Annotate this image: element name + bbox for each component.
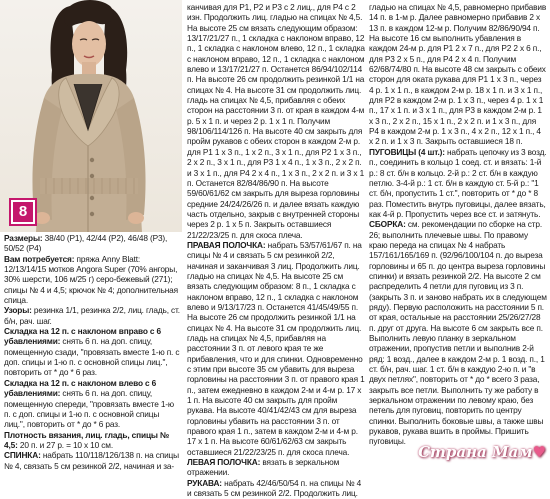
paragraph xyxy=(4,254,182,306)
pattern-number: 8 xyxy=(13,202,33,222)
section-heading: СПИНКА: xyxy=(4,450,41,461)
section-heading: Складка на 12 п. с наклоном влево с 6 убавлениями: xyxy=(4,377,157,399)
paragraph-text: набрать 53/57/61/67 п. на спицы № 4 и связать 5 см резинкой 2/2, начиная и заканчивая 3 лиц. Продолжить лиц. гладью на спицах № 4,5. На высоте 25 см вязать следующим образом: 8 п., 1 складка с наклоном вправо, 12 п., 1 складка с наклоном влево и 9/13/17/23 п. Останется 41/45/49/55 п. На высоте 26 см продолжить резинкой 1/1 на спицах № 4. На высоте 31 см продолжить лиц. гладь на спицах № 4,5, прибавляя на расстоянии 3 п. от левого края те же прибавления, что и для спинки. Одновременно с этим при высоте 35 см убавить для выреза горловины на расстоянии 3 п. от правого края 1 п., затем ежедневно в каждом 2-м и 4-м р. 17 х 1 п. На высоте 40 см закрыть для пройм рукава. На высоте 40/41/42/43 см для выреза горловины убавить на расстоянии 3 п. от правого края 1 п., затем в каждом 2-м и 4-м р. 17 х 1 п. На высоте 60/61/62/63 см закрыть оставшиеся 21/22/23/25 п. для скоса плеча. xyxy=(187,239,365,457)
paragraph-text: см. рекомендации по сборке на стр. 26; выполнить плечевые швы. По правому краю переда на спицах № 4 набрать 157/161/165/169 п. (92/96/100/104 п. до выреза горловины и 65 п. до центра выреза горловины спинки) и вязать резинкой 2/2. На высоте 2 см распределить 4 петли для пуговиц из 3 п. (закрыть 3 п. и заново набрать их в следующем ряду). Первую расположить на расстоянии 5 п. от края, остальные на расстоянии 25/26/27/28 п. друг от друга. На высоте 6 см закрыть все п. Выполнить левую планку в зеркальном отражении, пропустив петли и выполнив 2-й ряд: 1 возд., далее в каждом 2-м р. 1 возд. п., 1 ст. б/н, рач. шаг. 1 ст. б/н в каждую 2-ю п. и "в двух петлях", повторить от * до * всего 3 раза, закрыть все петли. Выполнить ту же работу в зеркальном отражении по левому краю, без петель для пуговиц, повторить по центру спинки. Выполнить боковые швы, а также швы рукавов, рукава вшить в проймы. Пришить пуговицы. xyxy=(369,219,547,447)
paragraph-text: вязать в зеркальном отражении. xyxy=(187,457,340,478)
paragraph xyxy=(4,378,182,430)
text-column-2 xyxy=(187,2,365,499)
paragraph-text: канчивая для Р1, Р2 и Р3 с 2 лиц., для Р4 с 2 изн. Продолжить лиц. гладью на спицах № 4,5. На высоте 25 см вязать следующим образом: 13/17/21/27 п., 1 складка с наклоном вправо, 12 п., 1 складка с наклоном влево, 12 п., 1 складка с наклоном вправо, 12 п., 1 складка с наклоном влево и 13/17/21/27 п. Останется 86/94/102/114 п. На высоте 26 см продолжить резинкой 1/1 на спицах № 4. На высоте 31 см продолжить лиц. гладь на спицах № 4,5, прибавляя с обеих сторон на расстоянии 3 п. от края в каждом 4-м р. 5 х 1 п. и через 2 р. 1 х 1 п. Получим 98/106/114/126 п. На высоте 40 см закрыть для пройм рукавов с обеих сторон в каждом 2-м р. для Р1 1 х 3 п., 1 х 2 п., 3 х 1 п., для Р2 1 х 3 п., 2 х 2 п., 3 х 1 п., для Р3 1 х 4 п., 1 х 3 п., 2 х 2 п. и 3 х 1 п., для Р4 2 х 4 п., 1 х 3 п., 2 х 2 п. и 3 х 1 п. Останется 82/84/86/90 п. На высоте 59/60/61/62 см закрыть для выреза горловины средние 24/24/26/26 п. и далее вязать каждую часть отдельно, закрыв с внутренней стороны через 2 р. 1 х 5 п. Закрыть оставшиеся 21/22/23/25 п. для скоса плеча. xyxy=(187,2,365,240)
section-heading: Вам потребуется: xyxy=(4,253,75,264)
paragraph xyxy=(4,305,182,326)
section-heading: ПРАВАЯ ПОЛОЧКА: xyxy=(187,239,266,250)
paragraph-text: снять 6 п. на доп. спицу, помещенную сзади, "провязать вместе 1-ю п. с доп. спицы и 1-ю п. с основной спицы лиц.", повторить от * до * 6 раз. xyxy=(4,336,180,378)
section-heading: ЛЕВАЯ ПОЛОЧКА: xyxy=(187,457,261,468)
paragraph xyxy=(187,240,365,457)
paragraph-text: набрать 110/118/126/138 п. на спицы № 4, связать 5 см резинкой 2/2, начиная и за- xyxy=(4,450,179,471)
site-watermark xyxy=(418,443,546,461)
watermark-text: Страна Мам xyxy=(418,443,533,461)
section-heading: ПУГОВИЦЫ (4 шт.): xyxy=(369,146,445,157)
paragraph-text: пряжа Anny Blatt: 12/13/14/15 мотков Angora Super (70% ангоры, 30% шерсти, 106 м/25 г) серо-бежевый (271); спицы № 4 и 4,5; крючок № 4; дополнительная спица. xyxy=(4,253,178,306)
section-heading: Размеры: xyxy=(4,233,43,243)
pattern-number-badge xyxy=(9,198,37,226)
paragraph xyxy=(4,430,182,451)
paragraph-text: набрать цепочку из 3 возд. п., соединить в кольцо 1 соед. ст. и вязать: 1-й р.: 8 ст. б/н в кольцо. 2-й р.: 2 ст. б/н в каждую петлю. 3-4-й р.: 1 ст. б/н в каждую ст. 5-й р.: "1 ст. б/н, пропустить 1 ст.", повторить от * до * 8 раз. Поместить внутрь пуговицы, далее вязать, как 4-й р. Пропустить через все ст. и затянуть. xyxy=(369,146,547,219)
paragraph-text: снять 6 п. на доп. спицу, помещенную спереди, "провязать вместе 1-ю п. с доп. спицы и 1-ю п. с основной спицы лиц.", повторить от * до * 6 раз. xyxy=(4,388,174,430)
paragraph xyxy=(187,457,365,478)
section-heading: РУКАВА: xyxy=(187,477,222,488)
section-heading: Плотность вязания, лиц. гладь, спицы № 4,5: xyxy=(4,429,170,450)
text-column-1 xyxy=(4,233,182,471)
paragraph xyxy=(187,2,365,240)
paragraph-text: набрать 42/46/50/54 п. на спицы № 4 и связать 5 см резинкой 2/2. Продолжить лиц. xyxy=(187,477,362,499)
model-photo xyxy=(0,0,182,232)
paragraph xyxy=(4,326,182,378)
paragraph xyxy=(369,2,547,147)
section-heading: Складка на 12 п. с наклоном вправо с 6 убавлениями: xyxy=(4,326,161,347)
paragraph-text: 38/40 (Р1), 42/44 (Р2), 46/48 (Р3), 50/52 (Р4) xyxy=(4,233,168,254)
heart-icon: ♥ xyxy=(532,443,546,461)
paragraph xyxy=(4,233,182,254)
text-column-3 xyxy=(369,2,547,447)
paragraph xyxy=(369,147,547,219)
section-heading: СБОРКА: xyxy=(369,219,406,230)
section-heading: Узоры: xyxy=(4,305,32,316)
paragraph xyxy=(187,478,365,499)
paragraph xyxy=(369,219,547,447)
paragraph xyxy=(4,450,182,471)
paragraph-text: 20 п. и 27 р. = 10 х 10 см. xyxy=(17,439,113,450)
paragraph-text: гладью на спицах № 4,5, равномерно прибавив 14 п. в 1-м р. Далее равномерно прибавив 2 х 13 п. в каждом 12-м р. Получим 82/86/90/94 п. На высоте 16 см выполнить убавления в каждом 24-м р. для Р1 2 х 7 п., для Р2 2 х 6 п., для Р3 2 х 5 п., для Р4 2 х 4 п. Получим 62/68/74/80 п. На высоте 48 см закрыть с обеих сторон для оката рукава для Р1 1 х 3 п., через 4 р. 1 х 1 п., в каждом 2-м р. 18 х 1 п. и 3 х 1 п., для Р2 в каждом 2-м р. 1 х 3 п., через 4 р. 1 х 1 п., 17 х 1 п. и 3 х 1 п., для Р3 в каждом 2-м р. 1 х 3 п., 2 х 2 п., 15 х 1 п., 2 х 2 п. и 1 х 3 п., для Р4 в каждом 2-м р. 1 х 3 п., 4 х 2 п., 12 х 1 п., 4 х 2 п. и 1 х 3 п. Закрыть оставшиеся 18 п. xyxy=(369,2,547,147)
paragraph-text: резинка 1/1, резинка 2/2, лиц. гладь, ст. б/н, рач. шаг. xyxy=(4,305,180,326)
